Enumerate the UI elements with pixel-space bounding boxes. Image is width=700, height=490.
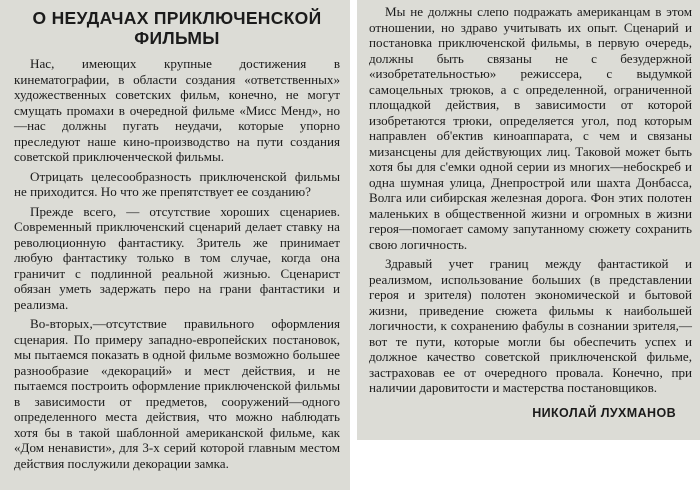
paragraph: Отрицать целесообразность приключенской фильмы не приходится. Но что же препятствует ее созданию? — [14, 168, 340, 199]
paragraph: Мы не должны слепо подражать американцам в этом отношении, но здраво учитывать их опыт. Сценарий и постановка приключенской фильмы, в первую очередь, должны быть связаны не с безудержной «изобретательностью» режиссера, с выдумкой самоцельных трюков, а с определенной, ограниченной площадкой действия, в зависимости от которой изобретаются трюки, определяется угол, под которым направлен об'ектив киноаппарата, с чем и связаны мизансцены для действующих лиц. Таковой может быть хотя бы для с'емки одной серии из многих—небоскреб и одна шумная улица, Днепрострой или шахта Донбасса, Волга или сибирская железная дорога. Фон этих полотен маленьких в общественной жизни и огромных в жизни героя—помогает самому запутанному сюжету сохранить свою логичность. — [369, 4, 692, 252]
paragraph: Здравый учет границ между фантастикой и реализмом, использование больших (в представлении героя и зрителя) полотен экономической и бытовой жизни, приведение сюжета фильмы к наибольшей логичности, к сохранению фабулы в сознании зрителя,—вот те пути, которые могли бы обеспечить успех и должное качество советской приключенской фильме, застраховав ее от очередного провала. Конечно, при наличии даровитости и мастерства постановщиков. — [369, 256, 692, 395]
author-signature: НИКОЛАЙ ЛУХМАНОВ — [532, 405, 676, 420]
paragraph: Во-вторых,—отсутствие правильного оформления сценария. По примеру западно-европейских постановок, мы пытаемся показать в одной фильме возможно большее разнообразие «декораций» и мест действия, и не пытаемся построить оформление приключенской фильмы в зависимости от предметов, сооружений—одного определенного места действия, что можно наблюдать хотя бы в такой шаблонной американской фильме, как «Дом ненависти», для 3-х серий которой главным местом действия послужили декорации замка. — [14, 316, 340, 471]
paragraph: Прежде всего, — отсутствие хороших сценариев. Современный приключенский сценарий делает ставку на революционную фантастику. Зритель же принимает любую фантастику только в том случае, когда она граничит с подлинной реальной жизнью. Сценарист обязан уметь задержать перо на грани фантастики и реализма. — [14, 203, 340, 312]
article-title: О НЕУДАЧАХ ПРИКЛЮЧЕНСКОЙ ФИЛЬМЫ — [32, 8, 322, 48]
paragraph: Нас, имеющих крупные достижения в кинематографии, в области создания «ответственных» художественных советских фильм, конечно, не могут смущать промахи в очередной фильме «Мисс Менд», но—нас должны пугать неудачи, которые упорно преследуют наше кино-производство на пути создания советской приключенческой фильмы. — [14, 56, 340, 164]
right-column — [357, 0, 700, 440]
